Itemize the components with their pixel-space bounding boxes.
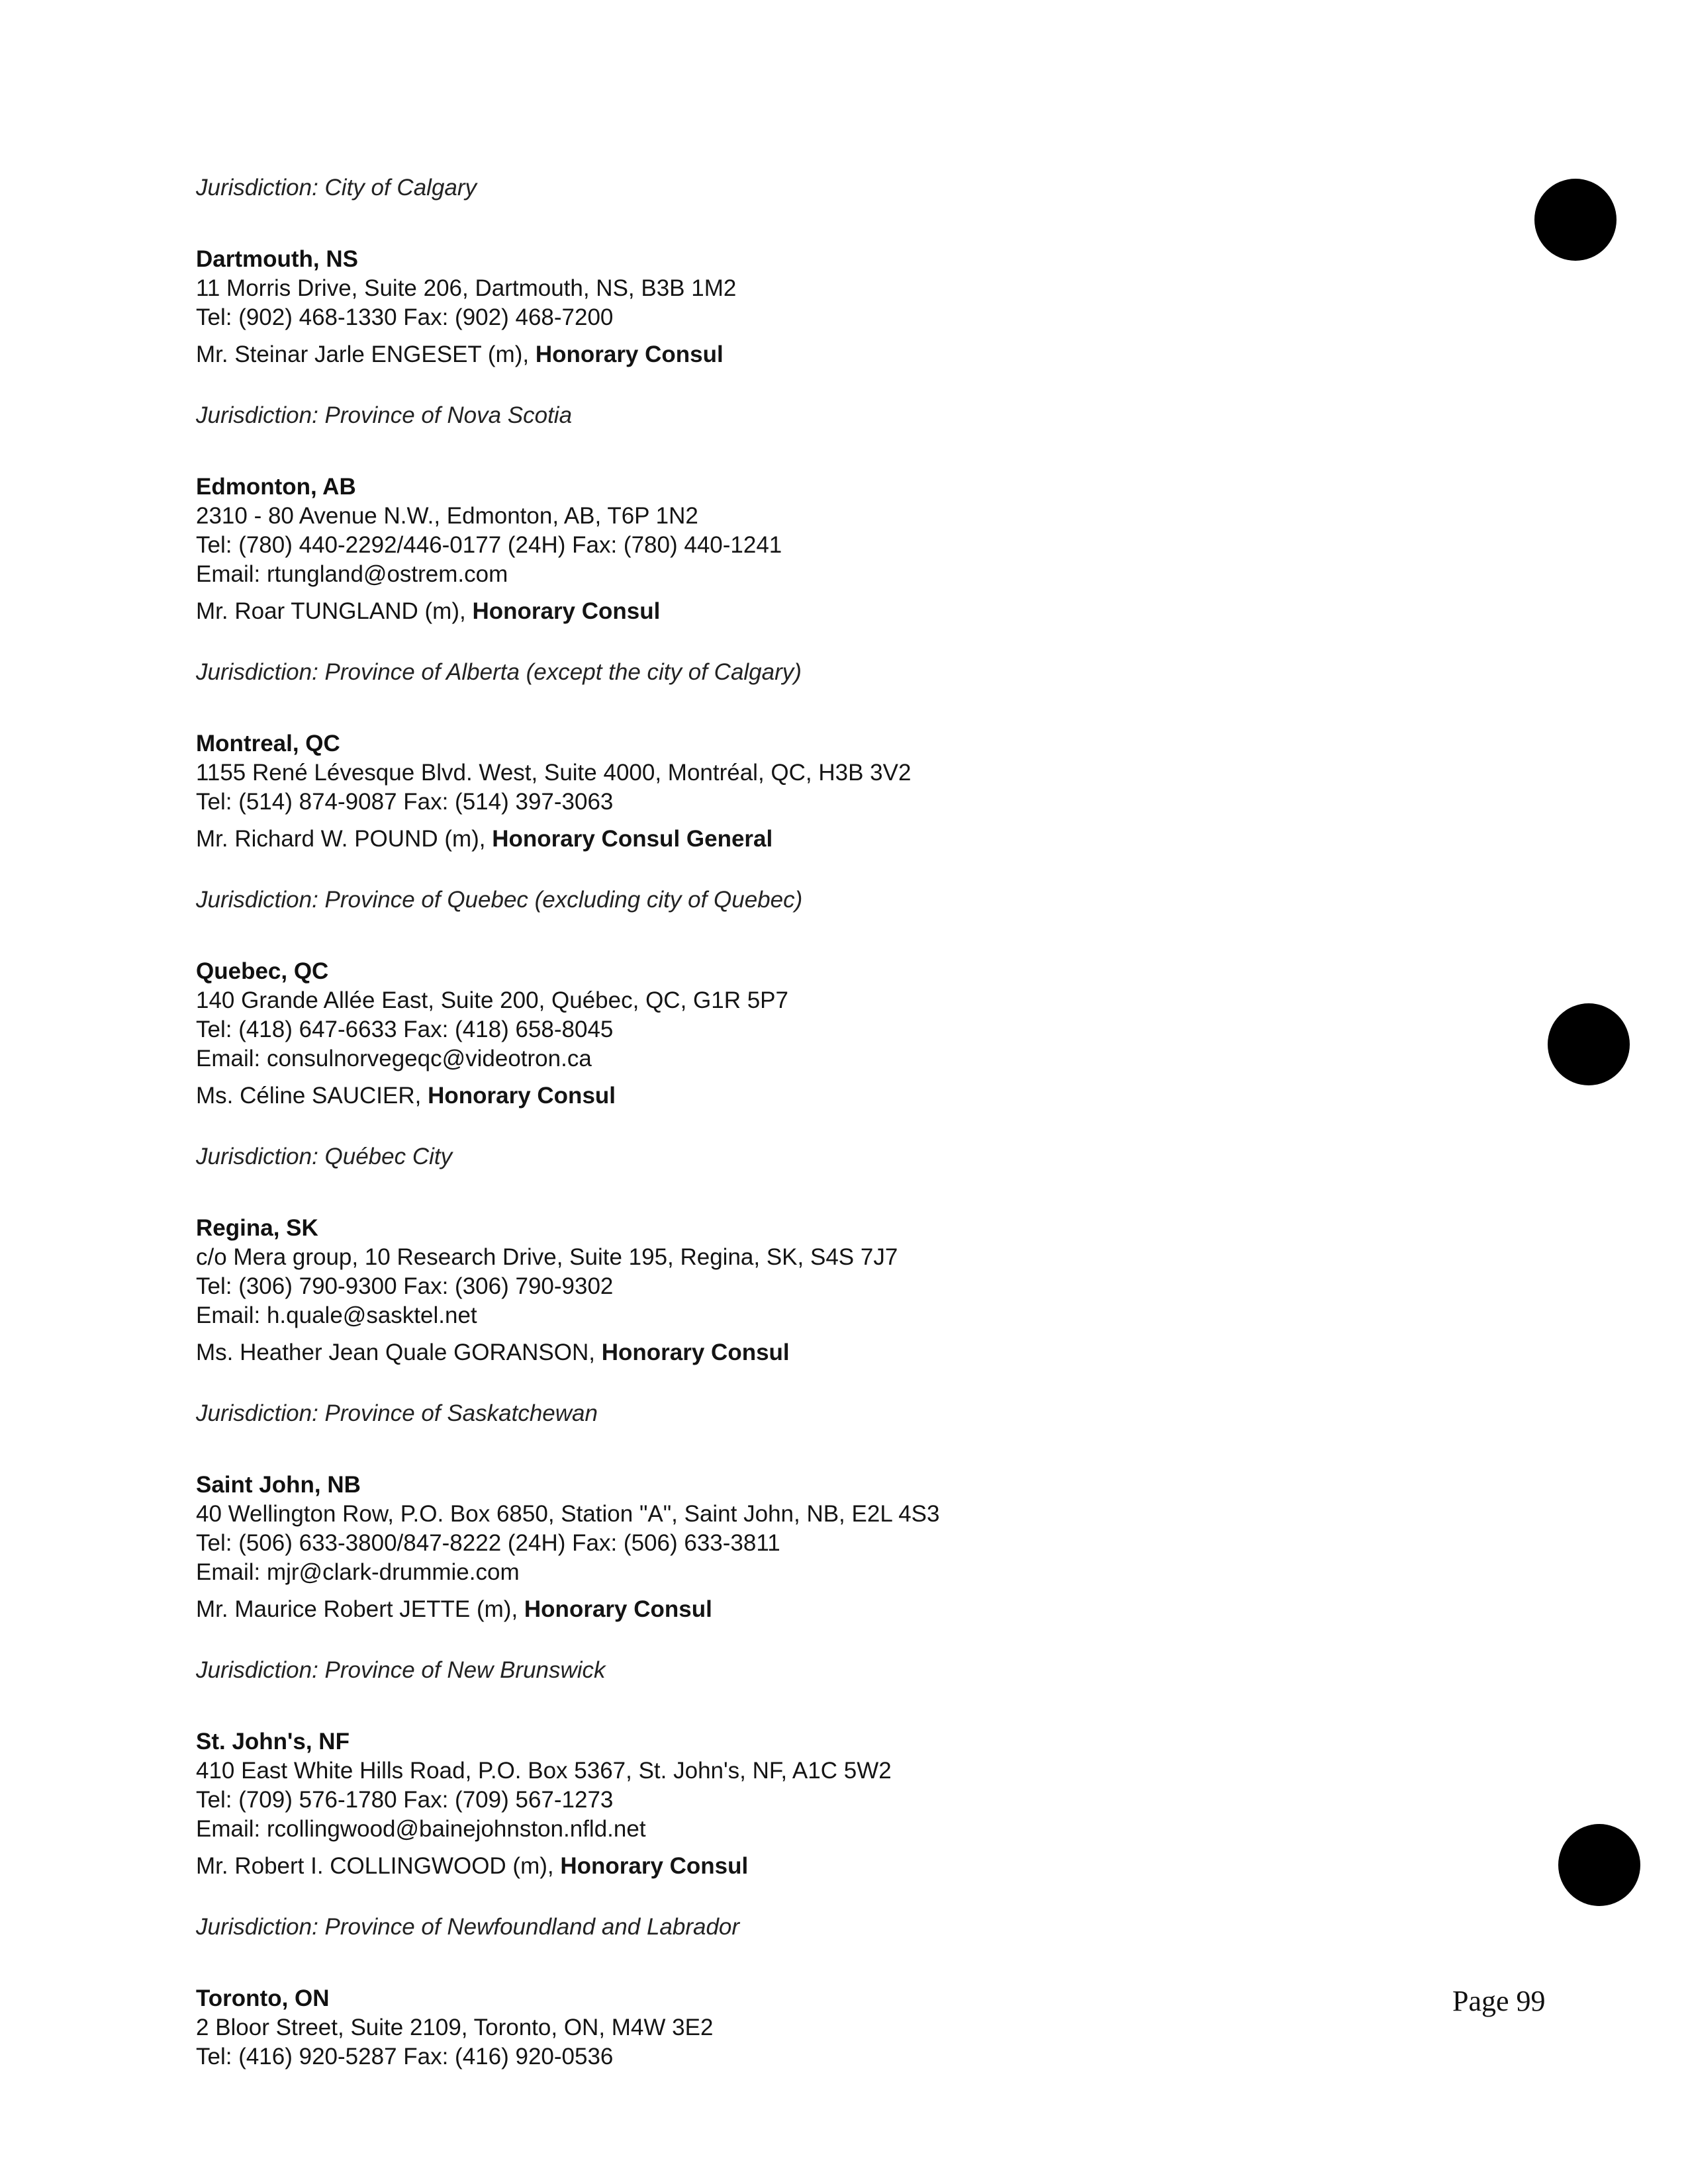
city-heading: Dartmouth, NS (196, 246, 358, 272)
jurisdiction-line: Jurisdiction: Québec City (196, 1144, 453, 1169)
email-line: Email: rtungland@ostrem.com (196, 561, 508, 587)
address-line: 40 Wellington Row, P.O. Box 6850, Station "A", Saint John, NB, E2L 4S3 (196, 1501, 940, 1527)
city-heading: St. John's, NF (196, 1729, 350, 1754)
consulate-entry (196, 957, 1454, 1171)
email-line: Email: rcollingwood@bainejohnston.nfld.net (196, 1816, 646, 1842)
consulate-entry (196, 1984, 1454, 2071)
phone-line: Tel: (514) 874-9087 Fax: (514) 397-3063 (196, 789, 614, 815)
address-line: 1155 René Lévesque Blvd. West, Suite 4000, Montréal, QC, H3B 3V2 (196, 760, 912, 786)
phone-line: Tel: (780) 440-2292/446-0177 (24H) Fax: (780) 440-1241 (196, 532, 782, 558)
consulate-entry (196, 473, 1454, 687)
city-heading: Montreal, QC (196, 731, 340, 756)
consul-title: Honorary Consul (560, 1853, 749, 1879)
consul-name: Mr. Maurice Robert JETTE (m), (196, 1596, 524, 1622)
email-line: Email: consulnorvegeqc@videotron.ca (196, 1046, 592, 1071)
punch-hole-top (1534, 179, 1617, 261)
consul-name: Mr. Robert I. COLLINGWOOD (m), (196, 1853, 561, 1879)
consul-line (196, 1852, 1454, 1881)
consulate-entry (196, 1214, 1454, 1428)
consul-title: Honorary Consul (524, 1596, 712, 1622)
address-line: 2 Bloor Street, Suite 2109, Toronto, ON, M4W 3E2 (196, 2015, 714, 2040)
address-line: 410 East White Hills Road, P.O. Box 5367, St. John's, NF, A1C 5W2 (196, 1758, 892, 1784)
consul-line (196, 1081, 1454, 1111)
email-line: Email: h.quale@sasktel.net (196, 1302, 477, 1328)
phone-line: Tel: (902) 468-1330 Fax: (902) 468-7200 (196, 304, 614, 330)
consul-title: Honorary Consul (601, 1340, 790, 1365)
jurisdiction-line: Jurisdiction: Province of Newfoundland and Labrador (196, 1914, 740, 1940)
page-number: Page 99 (1452, 1985, 1546, 2017)
consul-line (196, 1338, 1454, 1367)
consul-name: Mr. Steinar Jarle ENGESET (m), (196, 341, 536, 367)
address-line: 140 Grande Allée East, Suite 200, Québec, QC, G1R 5P7 (196, 987, 788, 1013)
address-line: c/o Mera group, 10 Research Drive, Suite 195, Regina, SK, S4S 7J7 (196, 1244, 898, 1270)
jurisdiction-line: Jurisdiction: Province of Quebec (excluding city of Quebec) (196, 887, 803, 913)
consulate-entry (196, 245, 1454, 430)
jurisdiction-line: Jurisdiction: Province of New Brunswick (196, 1657, 606, 1683)
punch-hole-middle (1548, 1003, 1630, 1085)
consul-line (196, 597, 1454, 626)
phone-line: Tel: (416) 920-5287 Fax: (416) 920-0536 (196, 2044, 614, 2070)
city-heading: Quebec, QC (196, 958, 329, 984)
consul-title: Honorary Consul (428, 1083, 616, 1109)
consul-line (196, 340, 1454, 369)
jurisdiction-line: Jurisdiction: Province of Nova Scotia (196, 402, 573, 428)
phone-line: Tel: (506) 633-3800/847-8222 (24H) Fax: (506) 633-3811 (196, 1530, 780, 1556)
city-heading: Edmonton, AB (196, 474, 356, 500)
consulate-listing (196, 173, 1454, 2071)
phone-line: Tel: (709) 576-1780 Fax: (709) 567-1273 (196, 1787, 614, 1813)
consulate-entry (196, 729, 1454, 915)
consulate-entry (196, 1727, 1454, 1942)
consul-name: Ms. Heather Jean Quale GORANSON, (196, 1340, 602, 1365)
email-line: Email: mjr@clark-drummie.com (196, 1559, 520, 1585)
city-heading: Regina, SK (196, 1215, 318, 1241)
consul-name: Ms. Céline SAUCIER, (196, 1083, 428, 1109)
consul-name: Mr. Roar TUNGLAND (m), (196, 598, 473, 624)
city-heading: Saint John, NB (196, 1472, 361, 1498)
consul-title: Honorary Consul (535, 341, 724, 367)
consul-line (196, 825, 1454, 854)
phone-line: Tel: (418) 647-6633 Fax: (418) 658-8045 (196, 1017, 614, 1042)
consul-title: Honorary Consul General (492, 826, 773, 852)
jurisdiction-line: Jurisdiction: City of Calgary (196, 175, 477, 201)
punch-hole-bottom (1558, 1824, 1640, 1906)
consul-line (196, 1595, 1454, 1624)
address-line: 11 Morris Drive, Suite 206, Dartmouth, NS, B3B 1M2 (196, 275, 737, 301)
consul-title: Honorary Consul (472, 598, 661, 624)
jurisdiction-line: Jurisdiction: Province of Saskatchewan (196, 1400, 598, 1426)
jurisdiction-line: Jurisdiction: Province of Alberta (except the city of Calgary) (196, 659, 802, 685)
address-line: 2310 - 80 Avenue N.W., Edmonton, AB, T6P 1N2 (196, 503, 698, 529)
consul-name: Mr. Richard W. POUND (m), (196, 826, 492, 852)
phone-line: Tel: (306) 790-9300 Fax: (306) 790-9302 (196, 1273, 614, 1299)
city-heading: Toronto, ON (196, 1985, 330, 2011)
consulate-entry (196, 1471, 1454, 1685)
